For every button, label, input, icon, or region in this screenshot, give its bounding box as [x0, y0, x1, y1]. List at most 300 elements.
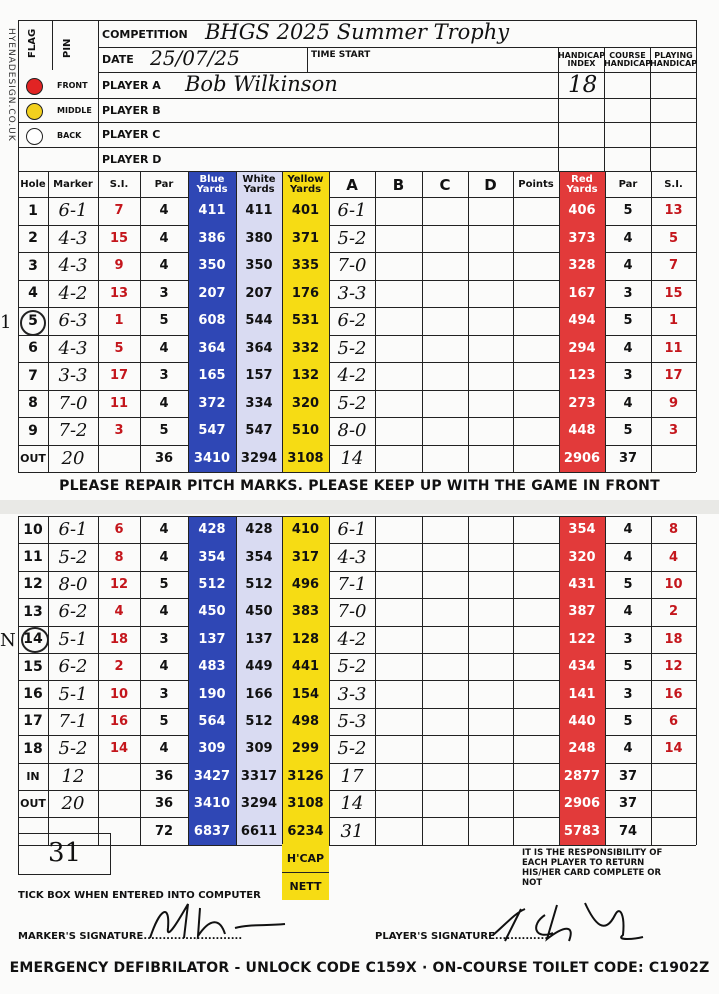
- score-cell-marker[interactable]: 4-3: [58, 337, 88, 359]
- responsibility-text: IT IS THE RESPONSIBILITY OF EACH PLAYER TO RETURN HIS/HER CARD COMPLETE OR NOT: [522, 848, 663, 888]
- score-cell-red: 122: [559, 626, 605, 653]
- score-entry-b[interactable]: [375, 571, 422, 598]
- score-entry-d[interactable]: [468, 197, 513, 225]
- score-entry-c[interactable]: [422, 197, 468, 225]
- score-cell-red: 123: [559, 362, 605, 390]
- score-cell-red: 354: [559, 516, 605, 543]
- total-cell-red: 2877: [559, 763, 605, 790]
- score-cell-red: 320: [559, 543, 605, 570]
- score-cell-si: 14: [109, 741, 129, 757]
- score-entry-c[interactable]: [422, 362, 468, 390]
- score-cell-blue: 428: [188, 516, 236, 543]
- score-cell-white: 350: [236, 252, 282, 280]
- total-cell-a: 17: [340, 765, 364, 787]
- player-a-handicap-index[interactable]: 18: [568, 72, 598, 98]
- score-cell-marker[interactable]: 6-3: [58, 310, 88, 332]
- rule: [18, 472, 696, 473]
- score-entry-c[interactable]: [422, 417, 468, 445]
- score-entry-d[interactable]: [468, 390, 513, 418]
- score-cell-si2: 14: [664, 741, 683, 757]
- score-entry-points[interactable]: [513, 417, 559, 445]
- score-cell-a[interactable]: 7-1: [337, 573, 367, 595]
- score-cell-blue: 483: [188, 653, 236, 680]
- score-cell-par2: 5: [623, 313, 633, 329]
- total-cell-red: 2906: [559, 445, 605, 473]
- score-entry-c[interactable]: [422, 335, 468, 363]
- score-cell-par2: 4: [623, 340, 633, 356]
- score-entry-points[interactable]: [513, 307, 559, 335]
- score-entry-points[interactable]: [513, 390, 559, 418]
- column-header-a: A: [346, 175, 358, 194]
- rule: [282, 172, 283, 472]
- score-entry-d[interactable]: [468, 735, 513, 762]
- score-cell-hole[interactable]: 6: [28, 340, 38, 357]
- score-cell-par2: 3: [623, 686, 633, 702]
- score-entry-b[interactable]: [375, 708, 422, 735]
- score-entry-d[interactable]: [468, 417, 513, 445]
- total-cell-yellow: 3108: [282, 445, 329, 473]
- rule: [375, 516, 376, 845]
- rule: [140, 516, 141, 845]
- score-entry-points[interactable]: [513, 708, 559, 735]
- score-entry-c[interactable]: [422, 516, 468, 543]
- score-entry-points[interactable]: [513, 653, 559, 680]
- score-cell-si: 8: [114, 549, 124, 565]
- score-entry-b[interactable]: [375, 543, 422, 570]
- score-cell-marker[interactable]: 7-0: [58, 392, 88, 414]
- score-cell-hole[interactable]: 15: [23, 658, 43, 675]
- score-entry-c[interactable]: [422, 280, 468, 308]
- margin-note-back: N: [0, 630, 16, 651]
- score-entry-c[interactable]: [422, 653, 468, 680]
- score-cell-a[interactable]: 5-2: [337, 337, 367, 359]
- rule: [18, 147, 696, 148]
- rule: [605, 516, 606, 845]
- score-cell-yellow: 498: [282, 708, 329, 735]
- player-signature: [485, 895, 645, 945]
- score-entry-b[interactable]: [375, 307, 422, 335]
- rule: [651, 172, 652, 472]
- rule: [307, 47, 308, 72]
- score-cell-white: 449: [236, 653, 282, 680]
- score-entry-b[interactable]: [375, 680, 422, 707]
- time-start-label: TIME START: [311, 50, 371, 60]
- score-cell-marker[interactable]: 7-1: [58, 710, 88, 732]
- score-cell-marker[interactable]: 4-2: [58, 282, 88, 304]
- score-cell-blue: 309: [188, 735, 236, 762]
- score-entry-b[interactable]: [375, 362, 422, 390]
- score-entry-points[interactable]: [513, 735, 559, 762]
- score-cell-par2: 4: [623, 549, 633, 565]
- score-cell-hole[interactable]: 4: [28, 285, 38, 302]
- player-a-name[interactable]: Bob Wilkinson: [185, 72, 338, 96]
- score-entry-b[interactable]: [375, 516, 422, 543]
- score-entry-d[interactable]: [468, 307, 513, 335]
- score-cell-yellow: 371: [282, 225, 329, 253]
- total-cell-par2: 37: [618, 450, 638, 466]
- total-cell-red: 2906: [559, 790, 605, 817]
- score-cell-blue: 165: [188, 362, 236, 390]
- competition-value[interactable]: BHGS 2025 Summer Trophy: [205, 20, 510, 44]
- score-cell-par2: 5: [623, 576, 633, 592]
- total-cell-hole: OUT: [20, 451, 46, 465]
- score-entry-b[interactable]: [375, 335, 422, 363]
- score-cell-red: 373: [559, 225, 605, 253]
- score-entry-d[interactable]: [468, 225, 513, 253]
- score-cell-si: 15: [109, 230, 129, 246]
- score-cell-par: 5: [159, 713, 169, 729]
- rule: [18, 516, 19, 845]
- score-cell-si2: 15: [664, 285, 683, 301]
- score-cell-blue: 354: [188, 543, 236, 570]
- total-cell-a: 14: [340, 793, 364, 815]
- score-entry-points[interactable]: [513, 543, 559, 570]
- score-cell-si: 2: [114, 659, 124, 675]
- total-cell-hole: OUT: [20, 797, 46, 811]
- score-cell-marker[interactable]: 4-3: [58, 227, 88, 249]
- score-cell-par: 4: [159, 395, 169, 411]
- total-cell-par2: 37: [618, 796, 638, 812]
- total-cell-marker: 12: [61, 765, 85, 787]
- score-cell-hole[interactable]: 18: [23, 740, 43, 757]
- score-cell-blue: 564: [188, 708, 236, 735]
- score-entry-b[interactable]: [375, 735, 422, 762]
- score-entry-b[interactable]: [375, 626, 422, 653]
- score-cell-si: 13: [109, 285, 129, 301]
- score-cell-par: 4: [159, 258, 169, 274]
- rule: [98, 20, 99, 172]
- score-cell-si: 3: [114, 423, 124, 439]
- score-cell-yellow: 496: [282, 571, 329, 598]
- score-cell-si: 17: [109, 368, 129, 384]
- total-cell-par: 36: [154, 450, 174, 466]
- score-entry-c[interactable]: [422, 390, 468, 418]
- score-entry-d[interactable]: [468, 280, 513, 308]
- score-cell-marker[interactable]: 6-1: [58, 200, 88, 222]
- score-entry-points[interactable]: [513, 252, 559, 280]
- total-cell-par: 36: [154, 768, 174, 784]
- score-cell-white: 512: [236, 571, 282, 598]
- score-cell-hole[interactable]: 7: [28, 367, 38, 384]
- score-cell-white: 547: [236, 417, 282, 445]
- score-cell-par: 3: [159, 368, 169, 384]
- score-cell-marker[interactable]: 5-2: [58, 546, 88, 568]
- score-cell-a[interactable]: 5-3: [337, 710, 367, 732]
- total-cell-white: 3294: [236, 790, 282, 817]
- score-cell-red: 167: [559, 280, 605, 308]
- course-handicap-label: COURSE HANDICAP: [603, 51, 652, 68]
- score-cell-par2: 4: [623, 522, 633, 538]
- score-entry-d[interactable]: [468, 543, 513, 570]
- hole-5-circle: [20, 310, 46, 336]
- rule: [18, 516, 696, 517]
- rule: [236, 172, 237, 472]
- score-cell-hole[interactable]: 16: [23, 686, 43, 703]
- score-cell-par2: 4: [623, 395, 633, 411]
- score-cell-yellow: 299: [282, 735, 329, 762]
- total-cell-blue: 3410: [188, 790, 236, 817]
- score-cell-par2: 3: [623, 368, 633, 384]
- score-cell-si: 11: [109, 395, 129, 411]
- score-entry-d[interactable]: [468, 335, 513, 363]
- score-cell-marker[interactable]: 6-2: [58, 656, 88, 678]
- score-cell-a[interactable]: 4-2: [337, 365, 367, 387]
- score-cell-hole[interactable]: 5: [28, 312, 38, 329]
- score-entry-points[interactable]: [513, 626, 559, 653]
- score-cell-marker[interactable]: 5-1: [58, 683, 88, 705]
- total-cell-yellow: 6234: [282, 817, 329, 844]
- score-cell-a[interactable]: 7-0: [337, 601, 367, 623]
- score-cell-red: 431: [559, 571, 605, 598]
- score-entry-d[interactable]: [468, 362, 513, 390]
- score-entry-points[interactable]: [513, 571, 559, 598]
- score-cell-a[interactable]: 3-3: [337, 282, 367, 304]
- score-cell-par: 3: [159, 631, 169, 647]
- score-entry-points[interactable]: [513, 598, 559, 625]
- score-entry-points[interactable]: [513, 335, 559, 363]
- rule: [329, 172, 330, 472]
- score-entry-c[interactable]: [422, 680, 468, 707]
- rule: [696, 20, 697, 172]
- score-cell-par: 4: [159, 549, 169, 565]
- score-cell-a[interactable]: 8-0: [337, 420, 367, 442]
- rule: [282, 516, 283, 845]
- total-cell-blue: 6837: [188, 817, 236, 844]
- score-cell-si: 4: [114, 604, 124, 620]
- footer-text: EMERGENCY DEFIBRILATOR - UNLOCK CODE C159X · ON-COURSE TOILET CODE: C1902Z: [9, 960, 710, 976]
- score-cell-red: 294: [559, 335, 605, 363]
- total-cell-a: 31: [340, 820, 364, 842]
- score-entry-points[interactable]: [513, 280, 559, 308]
- total-cell-blue: 3427: [188, 763, 236, 790]
- score-cell-white: 544: [236, 307, 282, 335]
- score-entry-c[interactable]: [422, 626, 468, 653]
- score-entry-d[interactable]: [468, 571, 513, 598]
- score-cell-par2: 4: [623, 230, 633, 246]
- date-value[interactable]: 25/07/25: [150, 46, 240, 70]
- score-entry-points[interactable]: [513, 225, 559, 253]
- total-cell-white: 3317: [236, 763, 282, 790]
- score-cell-blue: 411: [188, 197, 236, 225]
- score-entry-b[interactable]: [375, 653, 422, 680]
- score-cell-hole[interactable]: 1: [28, 202, 38, 219]
- player-a-label: PLAYER A: [102, 79, 161, 92]
- score-cell-par2: 5: [623, 423, 633, 439]
- score-cell-par2: 5: [623, 713, 633, 729]
- hole-14-circle: [21, 627, 49, 653]
- flag-name-middle: MIDDLE: [57, 106, 92, 115]
- score-entry-d[interactable]: [468, 680, 513, 707]
- score-cell-par: 5: [159, 576, 169, 592]
- score-cell-par: 4: [159, 522, 169, 538]
- score-cell-si: 6: [114, 522, 124, 538]
- score-entry-d[interactable]: [468, 626, 513, 653]
- rule: [468, 172, 469, 472]
- score-entry-c[interactable]: [422, 735, 468, 762]
- score-cell-blue: 137: [188, 626, 236, 653]
- score-cell-si2: 9: [668, 395, 679, 411]
- score-cell-yellow: 128: [282, 626, 329, 653]
- score-cell-a[interactable]: 6-1: [337, 200, 367, 222]
- score-entry-d[interactable]: [468, 708, 513, 735]
- column-header-red: Red Yards: [559, 172, 605, 197]
- score-cell-si: 5: [114, 340, 124, 356]
- score-cell-a[interactable]: 5-2: [337, 392, 367, 414]
- flag-label: FLAG: [27, 28, 38, 58]
- score-entry-c[interactable]: [422, 571, 468, 598]
- score-entry-d[interactable]: [468, 516, 513, 543]
- score-entry-b[interactable]: [375, 417, 422, 445]
- hcap-label: H'CAP: [282, 844, 329, 872]
- score-cell-a[interactable]: 5-2: [337, 227, 367, 249]
- tick-box-label: TICK BOX WHEN ENTERED INTO COMPUTER: [18, 890, 261, 901]
- score-cell-marker[interactable]: 4-3: [58, 255, 88, 277]
- score-entry-points[interactable]: [513, 516, 559, 543]
- score-cell-par: 4: [159, 604, 169, 620]
- score-entry-points[interactable]: [513, 197, 559, 225]
- score-cell-white: 450: [236, 598, 282, 625]
- score-entry-b[interactable]: [375, 225, 422, 253]
- score-entry-points[interactable]: [513, 362, 559, 390]
- handicap-index-label: HANDICAP INDEX: [557, 51, 606, 68]
- score-entry-c[interactable]: [422, 225, 468, 253]
- score-cell-marker[interactable]: 7-2: [58, 420, 88, 442]
- score-entry-d[interactable]: [468, 598, 513, 625]
- column-header-si2: S.I.: [664, 178, 683, 190]
- score-cell-yellow: 383: [282, 598, 329, 625]
- score-cell-a[interactable]: 5-2: [337, 738, 367, 760]
- score-cell-a[interactable]: 5-2: [337, 656, 367, 678]
- score-cell-marker[interactable]: 6-2: [58, 601, 88, 623]
- score-cell-par: 4: [159, 659, 169, 675]
- score-cell-a[interactable]: 4-3: [337, 546, 367, 568]
- flag-circle-middle: [26, 103, 43, 120]
- score-cell-hole[interactable]: 17: [23, 713, 43, 730]
- score-cell-marker[interactable]: 5-1: [58, 628, 88, 650]
- column-header-d: D: [484, 175, 497, 194]
- score-entry-b[interactable]: [375, 197, 422, 225]
- score-cell-si: 16: [109, 713, 129, 729]
- score-entry-b[interactable]: [375, 252, 422, 280]
- score-cell-yellow: 176: [282, 280, 329, 308]
- rule: [18, 122, 696, 123]
- rule: [18, 98, 696, 99]
- rule: [18, 172, 19, 472]
- column-header-c: C: [439, 175, 451, 194]
- rule: [605, 172, 606, 472]
- score-cell-red: 434: [559, 653, 605, 680]
- margin-note-front: 1: [0, 312, 12, 333]
- player-d-label: PLAYER D: [102, 153, 162, 166]
- column-header-points: Points: [518, 178, 554, 190]
- score-cell-white: 512: [236, 708, 282, 735]
- score-cell-marker[interactable]: 8-0: [58, 573, 88, 595]
- score-cell-hole[interactable]: 10: [23, 521, 43, 538]
- score-cell-a[interactable]: 7-0: [337, 255, 367, 277]
- rule: [18, 845, 696, 846]
- score-cell-hole[interactable]: 2: [28, 230, 38, 247]
- score-cell-par: 3: [159, 686, 169, 702]
- score-entry-b[interactable]: [375, 598, 422, 625]
- score-cell-a[interactable]: 4-2: [337, 628, 367, 650]
- score-cell-marker[interactable]: 3-3: [58, 365, 88, 387]
- score-cell-hole[interactable]: 14: [23, 631, 43, 648]
- column-header-par2: Par: [618, 178, 638, 190]
- rule: [422, 516, 423, 845]
- column-header-yellow: Yellow Yards: [282, 172, 329, 197]
- score-cell-blue: 207: [188, 280, 236, 308]
- score-entry-c[interactable]: [422, 708, 468, 735]
- pin-label: PIN: [62, 38, 73, 58]
- score-cell-a[interactable]: 6-1: [337, 519, 367, 541]
- score-cell-hole[interactable]: 3: [28, 257, 38, 274]
- total-cell-par: 36: [154, 796, 174, 812]
- score-cell-si2: 7: [668, 258, 679, 274]
- score-cell-hole[interactable]: 13: [23, 603, 43, 620]
- score-cell-si2: 12: [664, 659, 683, 675]
- rule: [696, 172, 697, 472]
- score-entry-b[interactable]: [375, 390, 422, 418]
- score-cell-si: 9: [114, 258, 124, 274]
- score-cell-par2: 5: [623, 659, 633, 675]
- score-entry-c[interactable]: [422, 543, 468, 570]
- score-cell-marker[interactable]: 5-2: [58, 738, 88, 760]
- score-cell-red: 273: [559, 390, 605, 418]
- score-cell-blue: 350: [188, 252, 236, 280]
- score-cell-hole[interactable]: 12: [23, 576, 43, 593]
- date-label: DATE: [102, 53, 134, 66]
- player-signature-label: PLAYER'S SIGNATURE..............: [375, 931, 549, 942]
- score-entry-c[interactable]: [422, 598, 468, 625]
- rule: [18, 20, 19, 172]
- score-cell-si: 1: [114, 313, 124, 329]
- total-cell-hole: IN: [26, 769, 40, 783]
- score-cell-blue: 190: [188, 680, 236, 707]
- rule: [422, 172, 423, 472]
- score-cell-si2: 6: [668, 713, 679, 729]
- score-cell-si2: 5: [668, 230, 679, 246]
- score-entry-c[interactable]: [422, 252, 468, 280]
- score-cell-hole[interactable]: 11: [23, 549, 43, 566]
- score-entry-c[interactable]: [422, 307, 468, 335]
- score-cell-marker[interactable]: 6-1: [58, 519, 88, 541]
- score-cell-si: 12: [109, 576, 129, 592]
- score-entry-points[interactable]: [513, 680, 559, 707]
- score-cell-yellow: 441: [282, 653, 329, 680]
- card-fold: [0, 500, 719, 514]
- score-cell-red: 248: [559, 735, 605, 762]
- score-cell-hole[interactable]: 9: [28, 422, 38, 439]
- score-cell-par2: 4: [623, 604, 633, 620]
- nett-label: NETT: [282, 872, 329, 900]
- rule: [329, 516, 330, 845]
- column-header-b: B: [392, 175, 405, 194]
- score-entry-d[interactable]: [468, 252, 513, 280]
- score-cell-par: 4: [159, 340, 169, 356]
- rule: [188, 516, 189, 845]
- score-entry-b[interactable]: [375, 280, 422, 308]
- score-cell-si2: 16: [664, 686, 683, 702]
- score-cell-white: 207: [236, 280, 282, 308]
- score-cell-par2: 4: [623, 258, 633, 274]
- score-cell-par: 5: [159, 313, 169, 329]
- score-entry-d[interactable]: [468, 653, 513, 680]
- score-cell-a[interactable]: 6-2: [337, 310, 367, 332]
- score-cell-yellow: 332: [282, 335, 329, 363]
- score-cell-a[interactable]: 3-3: [337, 683, 367, 705]
- score-cell-hole[interactable]: 8: [28, 395, 38, 412]
- score-cell-si2: 3: [668, 423, 679, 439]
